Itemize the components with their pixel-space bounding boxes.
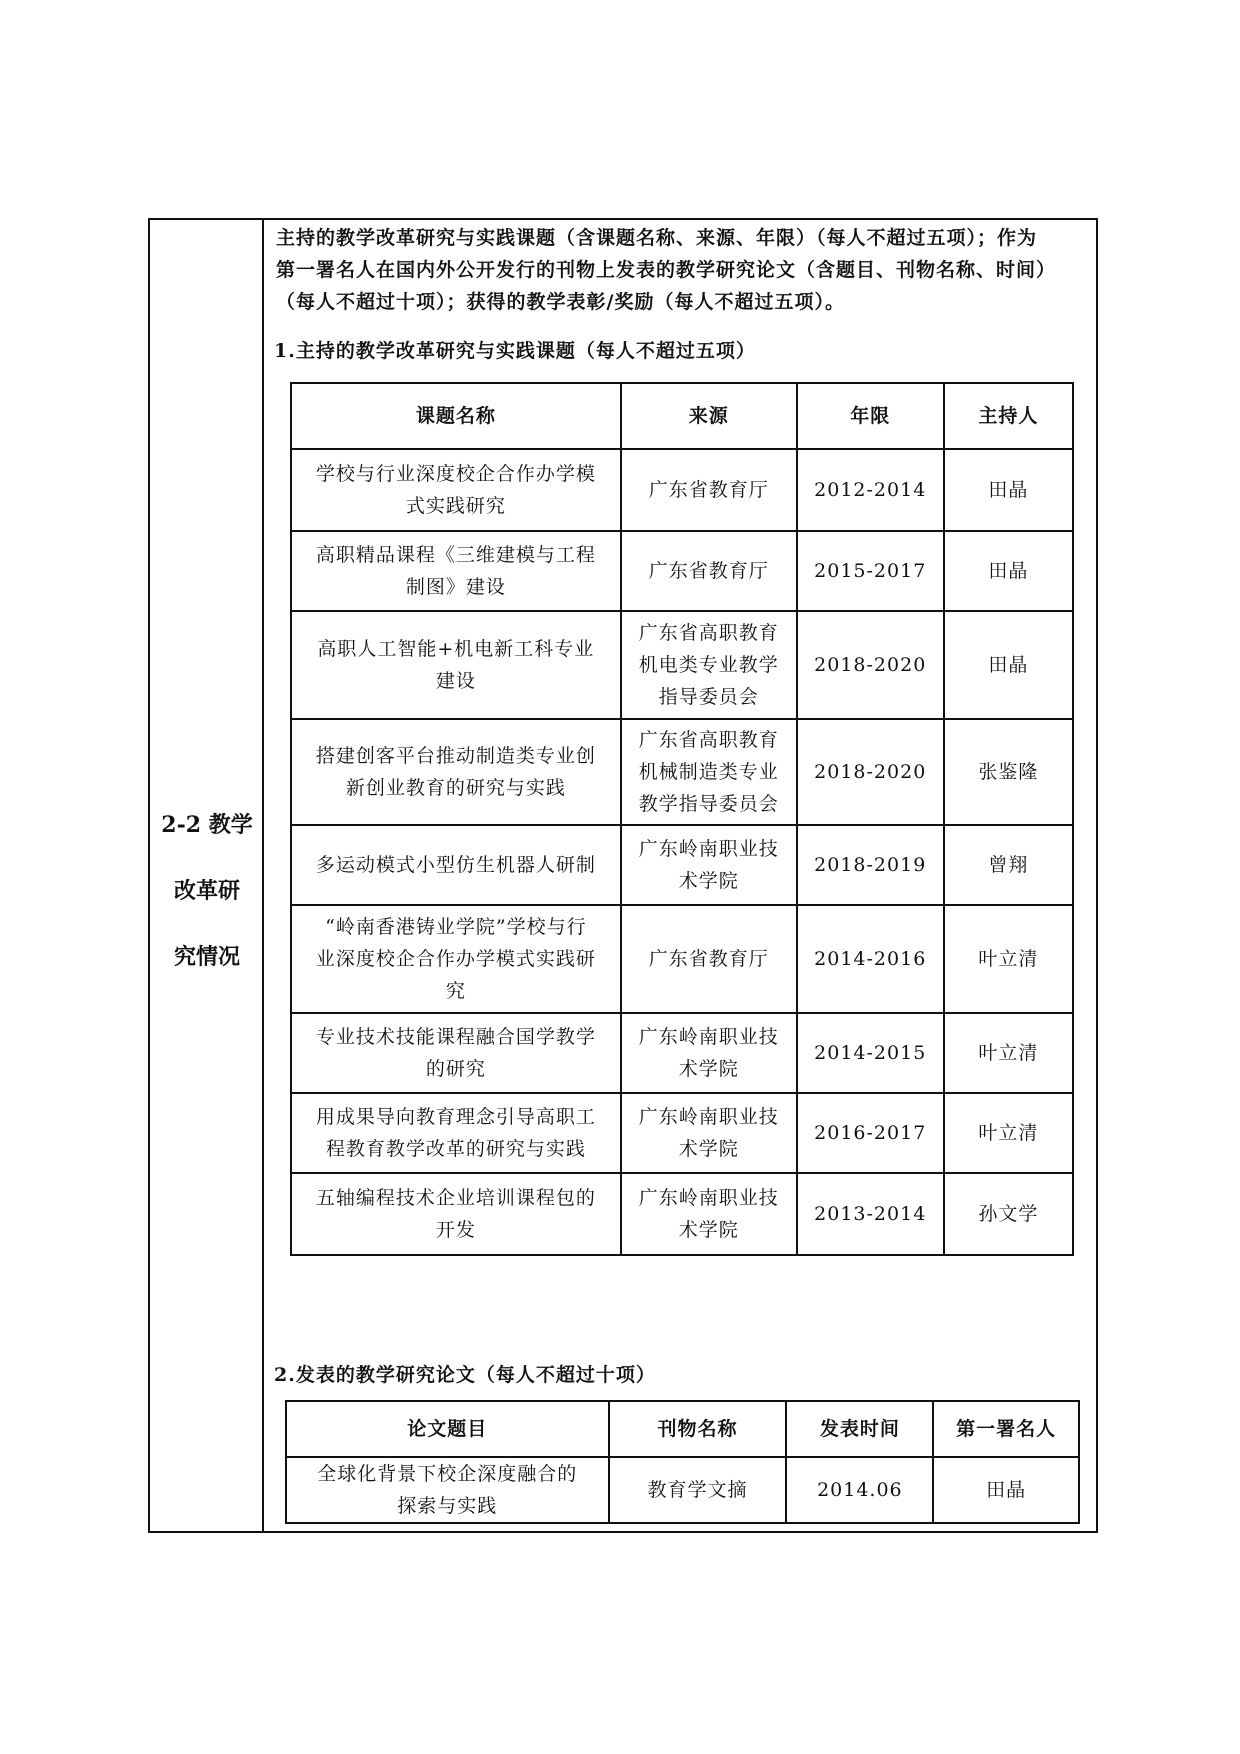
project-name-cell-line: 专业技术技能课程融合国学教学 <box>315 1026 596 1048</box>
project-name-cell-line: 学校与行业深度校企合作办学模 <box>315 463 596 485</box>
project-name-cell <box>291 611 621 719</box>
project-source-cell-line: 术学院 <box>678 1219 739 1241</box>
project-source-cell-line: 广东岭南职业技 <box>638 1106 779 1128</box>
project-years-cell: 2014-2016 <box>797 905 944 1013</box>
project-source-cell-line: 指导委员会 <box>658 686 759 708</box>
project-host-cell: 叶立清 <box>944 1013 1073 1093</box>
project-years-cell: 2018-2020 <box>797 719 944 825</box>
project-name-cell-line: 高职精品课程《三维建模与工程 <box>315 544 596 566</box>
project-source-cell-line: 广东岭南职业技 <box>638 1026 779 1048</box>
project-name-cell <box>291 449 621 531</box>
paper-date-cell: 2014.06 <box>786 1457 933 1523</box>
project-source-cell <box>621 531 797 611</box>
project-name-cell-line: “岭南香港铸业学院”学校与行 <box>325 916 587 938</box>
paper-journal-cell: 教育学文摘 <box>609 1457 787 1523</box>
project-host-cell: 叶立清 <box>944 1093 1073 1173</box>
project-source-cell-line: 术学院 <box>678 1058 739 1080</box>
intro-line: 第一署名人在国内外公开发行的刊物上发表的教学研究论文（含题目、刊物名称、时间） <box>276 259 1057 281</box>
project-source-cell-line: 广东岭南职业技 <box>638 838 779 860</box>
table-header-row <box>291 383 1073 449</box>
project-name-cell-line: 制图》建设 <box>405 576 506 598</box>
paper-author-cell: 田晶 <box>933 1457 1079 1523</box>
project-source-cell-line: 机械制造类专业 <box>638 761 779 783</box>
project-source-cell-line: 机电类专业教学 <box>638 654 779 676</box>
column-header-source: 来源 <box>621 383 797 449</box>
papers-table-body <box>286 1457 1079 1523</box>
paper-title-line: 探索与实践 <box>397 1495 498 1517</box>
column-header-title: 论文题目 <box>286 1401 609 1457</box>
project-host-cell: 曾翔 <box>944 825 1073 905</box>
project-years-cell: 2016-2017 <box>797 1093 944 1173</box>
intro-line: （每人不超过十项）；获得的教学表彰/奖励（每人不超过五项）。 <box>276 291 845 313</box>
project-years-cell: 2012-2014 <box>797 449 944 531</box>
project-name-cell-line: 多运动模式小型仿生机器人研制 <box>315 854 596 876</box>
column-header-journal: 刊物名称 <box>609 1401 787 1457</box>
table-row <box>291 1093 1073 1173</box>
project-host-cell: 田晶 <box>944 531 1073 611</box>
section-label-line: 2-2 教学 <box>161 812 253 838</box>
table-row <box>291 905 1073 1013</box>
projects-heading: 1.主持的教学改革研究与实践课题（每人不超过五项） <box>274 340 756 362</box>
section-content <box>264 220 1096 1531</box>
project-source-cell-line: 广东省教育厅 <box>648 479 769 501</box>
project-source-cell-line: 教学指导委员会 <box>638 793 779 815</box>
project-source-cell-line: 广东省高职教育 <box>638 729 779 751</box>
project-name-cell-line: 新创业教育的研究与实践 <box>345 777 566 799</box>
project-name-cell <box>291 719 621 825</box>
project-years-cell: 2018-2020 <box>797 611 944 719</box>
table-row <box>291 1013 1073 1093</box>
project-source-cell-line: 广东省高职教育 <box>638 622 779 644</box>
project-name-cell-line: 高职人工智能+机电新工科专业 <box>317 638 595 660</box>
table-row <box>291 531 1073 611</box>
project-years-cell: 2015-2017 <box>797 531 944 611</box>
project-name-cell-line: 用成果导向教育理念引导高职工 <box>315 1106 596 1128</box>
project-source-cell <box>621 719 797 825</box>
intro-paragraph <box>276 222 1090 318</box>
section-label-line: 究情况 <box>173 944 240 970</box>
section-label-line: 改革研 <box>173 878 240 904</box>
project-name-cell <box>291 1173 621 1255</box>
project-host-cell: 田晶 <box>944 611 1073 719</box>
column-header-host: 主持人 <box>944 383 1073 449</box>
project-name-cell-line: 搭建创客平台推动制造类专业创 <box>315 745 596 767</box>
project-name-cell <box>291 531 621 611</box>
project-name-cell-line: 程教育教学改革的研究与实践 <box>325 1138 586 1160</box>
project-years-cell: 2018-2019 <box>797 825 944 905</box>
papers-heading: 2.发表的教学研究论文（每人不超过十项） <box>274 1364 656 1386</box>
project-source-cell <box>621 825 797 905</box>
project-name-cell <box>291 825 621 905</box>
table-row <box>291 1173 1073 1255</box>
project-name-cell-line: 开发 <box>435 1219 476 1241</box>
section-label <box>150 792 264 990</box>
project-source-cell-line: 广东省教育厅 <box>648 948 769 970</box>
project-source-cell-line: 术学院 <box>678 870 739 892</box>
project-source-cell-line: 广东岭南职业技 <box>638 1187 779 1209</box>
project-source-cell-line: 广东省教育厅 <box>648 560 769 582</box>
project-host-cell: 叶立清 <box>944 905 1073 1013</box>
project-source-cell <box>621 1093 797 1173</box>
project-name-cell-line: 式实践研究 <box>405 495 506 517</box>
project-name-cell-line: 业深度校企合作办学模式实践研 <box>315 948 596 970</box>
papers-table <box>285 1400 1080 1524</box>
table-row <box>291 611 1073 719</box>
table-row <box>291 449 1073 531</box>
project-name-cell <box>291 905 621 1013</box>
project-host-cell: 张鉴隆 <box>944 719 1073 825</box>
table-row <box>291 719 1073 825</box>
table-row <box>291 825 1073 905</box>
projects-table-body <box>291 449 1073 1255</box>
column-header-years: 年限 <box>797 383 944 449</box>
paper-title-cell <box>286 1457 609 1523</box>
project-name-cell <box>291 1013 621 1093</box>
project-source-cell <box>621 905 797 1013</box>
column-header-author: 第一署名人 <box>933 1401 1079 1457</box>
section-label-cell <box>150 220 264 1531</box>
project-host-cell: 田晶 <box>944 449 1073 531</box>
project-host-cell: 孙文学 <box>944 1173 1073 1255</box>
project-source-cell <box>621 1173 797 1255</box>
project-source-cell <box>621 611 797 719</box>
paper-title-line: 全球化背景下校企深度融合的 <box>317 1463 578 1485</box>
project-name-cell-line: 究 <box>445 980 466 1002</box>
column-header-name: 课题名称 <box>291 383 621 449</box>
table-header-row <box>286 1401 1079 1457</box>
project-name-cell-line: 建设 <box>435 670 476 692</box>
form-frame <box>148 218 1098 1533</box>
project-source-cell <box>621 1013 797 1093</box>
project-name-cell-line: 五轴编程技术企业培训课程包的 <box>315 1187 596 1209</box>
column-header-date: 发表时间 <box>786 1401 933 1457</box>
project-name-cell-line: 的研究 <box>425 1058 486 1080</box>
project-source-cell <box>621 449 797 531</box>
table-row <box>286 1457 1079 1523</box>
project-source-cell-line: 术学院 <box>678 1138 739 1160</box>
project-years-cell: 2013-2014 <box>797 1173 944 1255</box>
project-name-cell <box>291 1093 621 1173</box>
project-years-cell: 2014-2015 <box>797 1013 944 1093</box>
projects-table <box>290 382 1074 1256</box>
intro-line: 主持的教学改革研究与实践课题（含课题名称、来源、年限）（每人不超过五项）；作为 <box>276 227 1038 249</box>
